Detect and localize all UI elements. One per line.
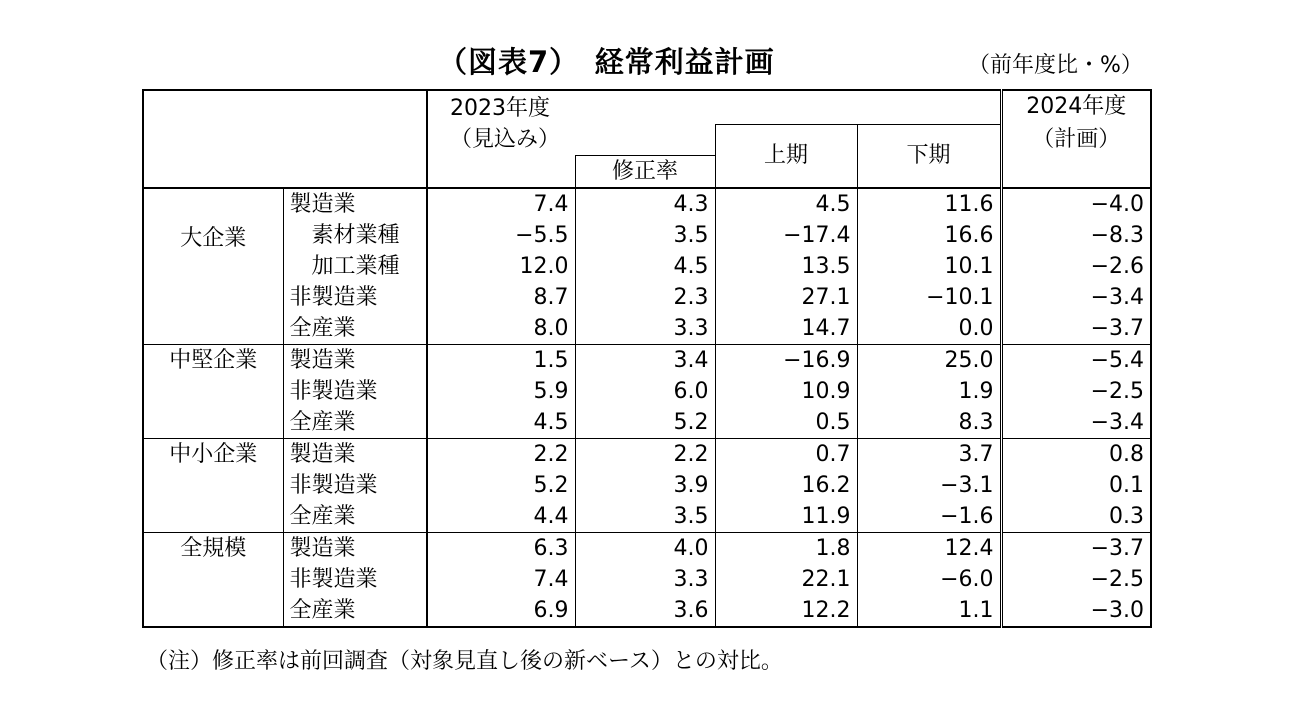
value-cell: 3.3 <box>575 564 715 595</box>
header-first-half: 上期 <box>715 124 857 188</box>
value-cell: 3.6 <box>575 595 715 627</box>
value-cell: 3.7 <box>857 439 1001 471</box>
value-cell: −4.0 <box>1001 188 1151 220</box>
value-cell: 4.5 <box>575 251 715 282</box>
value-cell: 5.2 <box>575 407 715 439</box>
value-cell: 1.8 <box>715 533 857 565</box>
value-cell: 5.9 <box>427 376 575 407</box>
group-label: 大企業 <box>143 188 283 345</box>
value-cell: 8.0 <box>427 313 575 345</box>
row-label: 非製造業 <box>289 567 378 592</box>
table-row <box>143 251 1151 282</box>
value-cell: 8.7 <box>427 282 575 313</box>
header-fy2023-line2-cell <box>427 124 575 156</box>
value-cell: 8.3 <box>857 407 1001 439</box>
value-cell: 0.5 <box>715 407 857 439</box>
value-cell: 27.1 <box>715 282 857 313</box>
value-cell: 3.4 <box>575 345 715 377</box>
row-label: 製造業 <box>283 439 427 471</box>
value-cell: 11.6 <box>857 188 1001 220</box>
group-label: 全規模 <box>143 533 283 628</box>
header-row-1 <box>143 90 1151 124</box>
table-row <box>143 220 1151 251</box>
unit-label: （前年度比・%） <box>968 53 1143 78</box>
row-label: 全産業 <box>289 410 356 435</box>
row-label: 加工業種 <box>311 254 400 279</box>
table-row <box>143 595 1151 627</box>
value-cell: 16.2 <box>715 470 857 501</box>
value-cell: 12.0 <box>427 251 575 282</box>
value-cell: 3.5 <box>575 220 715 251</box>
table-row <box>143 376 1151 407</box>
table-row <box>143 313 1151 345</box>
page-title: （図表7） 経常利益計画 <box>438 45 775 79</box>
row-label: 非製造業 <box>289 473 378 498</box>
header-gap <box>575 124 715 156</box>
header-second-half: 下期 <box>857 124 1001 188</box>
header-fy2023 <box>427 90 575 124</box>
value-cell: 12.4 <box>857 533 1001 565</box>
value-cell: 0.0 <box>857 313 1001 345</box>
footnote: （注）修正率は前回調査（対象見直し後の新ベース）との対比。 <box>146 649 783 674</box>
value-cell: 4.5 <box>427 407 575 439</box>
value-cell: −5.5 <box>427 220 575 251</box>
group-label: 中堅企業 <box>143 345 283 439</box>
row-label: 製造業 <box>283 345 427 377</box>
table-row <box>143 407 1151 439</box>
table-row <box>143 564 1151 595</box>
value-cell: −2.5 <box>1001 376 1151 407</box>
value-cell: 0.8 <box>1001 439 1151 471</box>
header-revision-rate: 修正率 <box>575 156 715 189</box>
value-cell: −3.0 <box>1001 595 1151 627</box>
header-fy2023-bottom <box>427 156 575 189</box>
value-cell: 4.3 <box>575 188 715 220</box>
table-row <box>143 188 1151 220</box>
header-fy2023-line2: （見込み） <box>450 127 561 152</box>
header-fy2024 <box>1001 90 1151 124</box>
value-cell: −2.6 <box>1001 251 1151 282</box>
row-label: 全産業 <box>289 598 356 623</box>
value-cell: 4.0 <box>575 533 715 565</box>
value-cell: −17.4 <box>715 220 857 251</box>
table-row <box>143 470 1151 501</box>
value-cell: 4.5 <box>715 188 857 220</box>
row-label: 非製造業 <box>289 379 378 404</box>
value-cell: 0.3 <box>1001 501 1151 533</box>
value-cell: −2.5 <box>1001 564 1151 595</box>
value-cell: 7.4 <box>427 188 575 220</box>
value-cell: −3.1 <box>857 470 1001 501</box>
header-fy2024-line1: 2024年度 <box>1026 94 1127 119</box>
value-cell: 1.5 <box>427 345 575 377</box>
value-cell: 7.4 <box>427 564 575 595</box>
value-cell: −3.7 <box>1001 533 1151 565</box>
value-cell: 11.9 <box>715 501 857 533</box>
value-cell: −3.4 <box>1001 407 1151 439</box>
value-cell: 2.3 <box>575 282 715 313</box>
value-cell: −5.4 <box>1001 345 1151 377</box>
table-row <box>143 345 1151 377</box>
table-row <box>143 533 1151 565</box>
value-cell: −10.1 <box>857 282 1001 313</box>
table-row <box>143 501 1151 533</box>
row-label: 製造業 <box>289 192 356 217</box>
value-cell: 25.0 <box>857 345 1001 377</box>
value-cell: 2.2 <box>427 439 575 471</box>
value-cell: 14.7 <box>715 313 857 345</box>
value-cell: 6.3 <box>427 533 575 565</box>
value-cell: −8.3 <box>1001 220 1151 251</box>
value-cell: 6.0 <box>575 376 715 407</box>
value-cell: 0.7 <box>715 439 857 471</box>
value-cell: 13.5 <box>715 251 857 282</box>
value-cell: −3.7 <box>1001 313 1151 345</box>
value-cell: 3.5 <box>575 501 715 533</box>
value-cell: −1.6 <box>857 501 1001 533</box>
group-label: 中小企業 <box>143 439 283 533</box>
header-fy2024-line2: （計画） <box>1001 124 1151 188</box>
row-label: 製造業 <box>283 533 427 565</box>
value-cell: 3.3 <box>575 313 715 345</box>
value-cell: −6.0 <box>857 564 1001 595</box>
value-cell: −16.9 <box>715 345 857 377</box>
value-cell: 12.2 <box>715 595 857 627</box>
value-cell: 10.1 <box>857 251 1001 282</box>
row-label: 素材業種 <box>311 223 400 248</box>
table-row <box>143 282 1151 313</box>
profit-plan-table <box>142 89 1152 628</box>
header-blank-cell <box>143 90 427 188</box>
row-label: 全産業 <box>289 504 356 529</box>
value-cell: 4.4 <box>427 501 575 533</box>
value-cell: 6.9 <box>427 595 575 627</box>
value-cell: 3.9 <box>575 470 715 501</box>
table-row <box>143 439 1151 471</box>
value-cell: 1.1 <box>857 595 1001 627</box>
value-cell: 16.6 <box>857 220 1001 251</box>
row-label: 非製造業 <box>289 285 378 310</box>
value-cell: 10.9 <box>715 376 857 407</box>
value-cell: 1.9 <box>857 376 1001 407</box>
value-cell: 2.2 <box>575 439 715 471</box>
value-cell: 0.1 <box>1001 470 1151 501</box>
header-fy2023-span <box>575 90 1001 124</box>
value-cell: 22.1 <box>715 564 857 595</box>
header-fy2023-line1: 2023年度 <box>450 96 550 121</box>
row-label: 全産業 <box>289 316 356 341</box>
value-cell: 5.2 <box>427 470 575 501</box>
value-cell: −3.4 <box>1001 282 1151 313</box>
